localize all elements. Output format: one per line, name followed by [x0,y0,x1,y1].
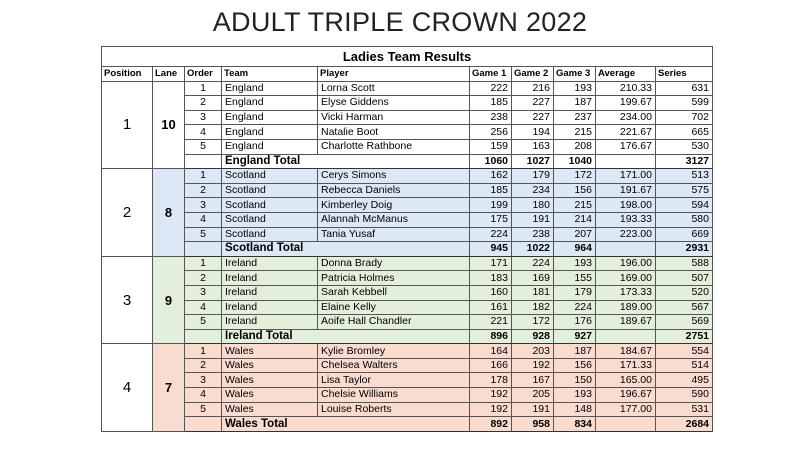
header-order: Order [185,67,222,82]
average-cell: 189.67 [596,315,656,330]
team-cell: Wales [222,388,318,403]
game1-cell: 159 [470,139,512,154]
player-row [102,169,713,184]
player-row [102,256,713,271]
team-cell: Scotland [222,227,318,242]
team-cell: England [222,110,318,125]
game2-cell: 169 [512,271,554,286]
header-team: Team [222,67,318,82]
team-total-row [102,242,713,257]
game3-cell: 237 [554,110,596,125]
game3-cell: 215 [554,198,596,213]
total-average-blank [596,417,656,432]
game1-cell: 199 [470,198,512,213]
order-cell: 1 [185,81,222,96]
team-cell: Wales [222,358,318,373]
series-cell: 588 [656,256,713,271]
player-cell: Chelsea Walters [318,358,470,373]
average-cell: 198.00 [596,198,656,213]
series-cell: 594 [656,198,713,213]
player-row [102,125,713,140]
team-total-label: England Total [222,154,470,169]
player-row [102,227,713,242]
average-cell: 223.00 [596,227,656,242]
table-title-row [102,47,713,67]
game2-cell: 238 [512,227,554,242]
game2-cell: 216 [512,81,554,96]
series-cell: 530 [656,139,713,154]
player-cell: Lisa Taylor [318,373,470,388]
game2-cell: 192 [512,358,554,373]
total-game2: 1022 [512,242,554,257]
series-cell: 575 [656,183,713,198]
game2-cell: 163 [512,139,554,154]
player-row [102,402,713,417]
game1-cell: 166 [470,358,512,373]
player-cell: Alannah McManus [318,212,470,227]
series-cell: 569 [656,315,713,330]
game3-cell: 214 [554,212,596,227]
game3-cell: 179 [554,285,596,300]
page-title: ADULT TRIPLE CROWN 2022 [212,7,588,37]
order-cell: 3 [185,110,222,125]
player-cell: Patricia Holmes [318,271,470,286]
player-row [102,183,713,198]
order-cell: 2 [185,96,222,111]
results-table [101,46,713,432]
game2-cell: 203 [512,344,554,359]
series-cell: 590 [656,388,713,403]
team-cell: Scotland [222,169,318,184]
game2-cell: 191 [512,402,554,417]
game1-cell: 185 [470,183,512,198]
game3-cell: 207 [554,227,596,242]
total-average-blank [596,329,656,344]
total-game1: 892 [470,417,512,432]
order-cell: 5 [185,315,222,330]
game2-cell: 172 [512,315,554,330]
player-row [102,285,713,300]
header-lane: Lane [153,67,185,82]
player-cell: Charlotte Rathbone [318,139,470,154]
header-position: Position [102,67,153,82]
game3-cell: 150 [554,373,596,388]
average-cell: 176.67 [596,139,656,154]
total-average-blank [596,154,656,169]
game1-cell: 162 [470,169,512,184]
game1-cell: 183 [470,271,512,286]
average-cell: 171.00 [596,169,656,184]
game3-cell: 215 [554,125,596,140]
game3-cell: 187 [554,344,596,359]
game1-cell: 164 [470,344,512,359]
player-row [102,358,713,373]
game2-cell: 234 [512,183,554,198]
player-cell: Louise Roberts [318,402,470,417]
player-row [102,96,713,111]
game1-cell: 160 [470,285,512,300]
total-order-blank [185,154,222,169]
average-cell: 196.00 [596,256,656,271]
team-cell: Ireland [222,256,318,271]
order-cell: 4 [185,300,222,315]
average-cell: 184.67 [596,344,656,359]
header-average: Average [596,67,656,82]
total-game2: 958 [512,417,554,432]
series-cell: 520 [656,285,713,300]
order-cell: 4 [185,125,222,140]
total-game1: 1060 [470,154,512,169]
game3-cell: 187 [554,96,596,111]
team-cell: Scotland [222,183,318,198]
series-cell: 567 [656,300,713,315]
header-game3: Game 3 [554,67,596,82]
header-series: Series [656,67,713,82]
team-cell: Scotland [222,198,318,213]
series-cell: 514 [656,358,713,373]
order-cell: 5 [185,402,222,417]
player-cell: Aoife Hall Chandler [318,315,470,330]
total-average-blank [596,242,656,257]
player-row [102,110,713,125]
table-title: Ladies Team Results [102,47,713,67]
team-cell: England [222,81,318,96]
order-cell: 5 [185,227,222,242]
total-game1: 896 [470,329,512,344]
game1-cell: 222 [470,81,512,96]
player-cell: Lorna Scott [318,81,470,96]
team-total-label: Ireland Total [222,329,470,344]
position-cell: 1 [102,81,153,169]
player-cell: Tania Yusaf [318,227,470,242]
average-cell: 171.33 [596,358,656,373]
average-cell: 165.00 [596,373,656,388]
player-row [102,315,713,330]
total-game3: 927 [554,329,596,344]
game1-cell: 224 [470,227,512,242]
player-row [102,271,713,286]
team-cell: England [222,96,318,111]
game2-cell: 167 [512,373,554,388]
series-cell: 531 [656,402,713,417]
game2-cell: 179 [512,169,554,184]
lane-cell: 10 [153,81,185,169]
game2-cell: 205 [512,388,554,403]
order-cell: 1 [185,169,222,184]
average-cell: 193.33 [596,212,656,227]
series-cell: 665 [656,125,713,140]
player-cell: Rebecca Daniels [318,183,470,198]
player-row [102,212,713,227]
series-cell: 495 [656,373,713,388]
game3-cell: 176 [554,315,596,330]
player-cell: Elyse Giddens [318,96,470,111]
team-cell: Ireland [222,315,318,330]
order-cell: 1 [185,344,222,359]
series-cell: 513 [656,169,713,184]
game1-cell: 161 [470,300,512,315]
order-cell: 2 [185,358,222,373]
player-row [102,81,713,96]
order-cell: 4 [185,388,222,403]
game1-cell: 192 [470,388,512,403]
game3-cell: 208 [554,139,596,154]
team-cell: Scotland [222,212,318,227]
average-cell: 189.00 [596,300,656,315]
player-cell: Cerys Simons [318,169,470,184]
total-series: 2751 [656,329,713,344]
game2-cell: 182 [512,300,554,315]
game2-cell: 191 [512,212,554,227]
series-cell: 669 [656,227,713,242]
team-cell: Wales [222,373,318,388]
lane-cell: 7 [153,344,185,432]
game2-cell: 224 [512,256,554,271]
average-cell: 199.67 [596,96,656,111]
total-series: 2684 [656,417,713,432]
average-cell: 234.00 [596,110,656,125]
player-cell: Chelsie Williams [318,388,470,403]
player-row [102,388,713,403]
order-cell: 2 [185,183,222,198]
player-cell: Kylie Bromley [318,344,470,359]
game2-cell: 181 [512,285,554,300]
total-game3: 1040 [554,154,596,169]
game2-cell: 194 [512,125,554,140]
header-row [102,67,713,82]
position-cell: 4 [102,344,153,432]
total-order-blank [185,329,222,344]
order-cell: 1 [185,256,222,271]
series-cell: 599 [656,96,713,111]
team-cell: England [222,139,318,154]
order-cell: 3 [185,373,222,388]
order-cell: 4 [185,212,222,227]
game3-cell: 193 [554,256,596,271]
team-cell: Ireland [222,285,318,300]
game1-cell: 238 [470,110,512,125]
team-cell: England [222,125,318,140]
team-total-label: Scotland Total [222,242,470,257]
game1-cell: 178 [470,373,512,388]
game1-cell: 185 [470,96,512,111]
series-cell: 631 [656,81,713,96]
game3-cell: 224 [554,300,596,315]
total-order-blank [185,242,222,257]
game2-cell: 180 [512,198,554,213]
player-row [102,139,713,154]
total-order-blank [185,417,222,432]
player-cell: Vicki Harman [318,110,470,125]
average-cell: 191.67 [596,183,656,198]
header-game1: Game 1 [470,67,512,82]
game3-cell: 172 [554,169,596,184]
game3-cell: 148 [554,402,596,417]
game2-cell: 227 [512,96,554,111]
order-cell: 3 [185,198,222,213]
player-cell: Natalie Boot [318,125,470,140]
player-row [102,198,713,213]
lane-cell: 8 [153,169,185,257]
order-cell: 2 [185,271,222,286]
header-player: Player [318,67,470,82]
game1-cell: 192 [470,402,512,417]
game3-cell: 155 [554,271,596,286]
total-game1: 945 [470,242,512,257]
player-cell: Kimberley Doig [318,198,470,213]
average-cell: 177.00 [596,402,656,417]
team-total-row [102,417,713,432]
header-game2: Game 2 [512,67,554,82]
series-cell: 507 [656,271,713,286]
team-cell: Wales [222,344,318,359]
game1-cell: 256 [470,125,512,140]
average-cell: 196.67 [596,388,656,403]
team-cell: Wales [222,402,318,417]
team-cell: Ireland [222,271,318,286]
game3-cell: 193 [554,388,596,403]
total-game2: 928 [512,329,554,344]
game3-cell: 156 [554,183,596,198]
order-cell: 5 [185,139,222,154]
game3-cell: 193 [554,81,596,96]
game1-cell: 175 [470,212,512,227]
position-cell: 3 [102,256,153,344]
average-cell: 210.33 [596,81,656,96]
total-series: 3127 [656,154,713,169]
average-cell: 169.00 [596,271,656,286]
player-cell: Sarah Kebbell [318,285,470,300]
series-cell: 554 [656,344,713,359]
position-cell: 2 [102,169,153,257]
average-cell: 221.67 [596,125,656,140]
team-total-row [102,329,713,344]
total-game2: 1027 [512,154,554,169]
game1-cell: 171 [470,256,512,271]
player-row [102,344,713,359]
game2-cell: 227 [512,110,554,125]
average-cell: 173.33 [596,285,656,300]
series-cell: 580 [656,212,713,227]
player-cell: Donna Brady [318,256,470,271]
game3-cell: 156 [554,358,596,373]
team-total-label: Wales Total [222,417,470,432]
game1-cell: 221 [470,315,512,330]
player-row [102,373,713,388]
team-total-row [102,154,713,169]
player-cell: Elaine Kelly [318,300,470,315]
total-game3: 834 [554,417,596,432]
order-cell: 3 [185,285,222,300]
series-cell: 702 [656,110,713,125]
lane-cell: 9 [153,256,185,344]
total-game3: 964 [554,242,596,257]
total-series: 2931 [656,242,713,257]
player-row [102,300,713,315]
team-cell: Ireland [222,300,318,315]
